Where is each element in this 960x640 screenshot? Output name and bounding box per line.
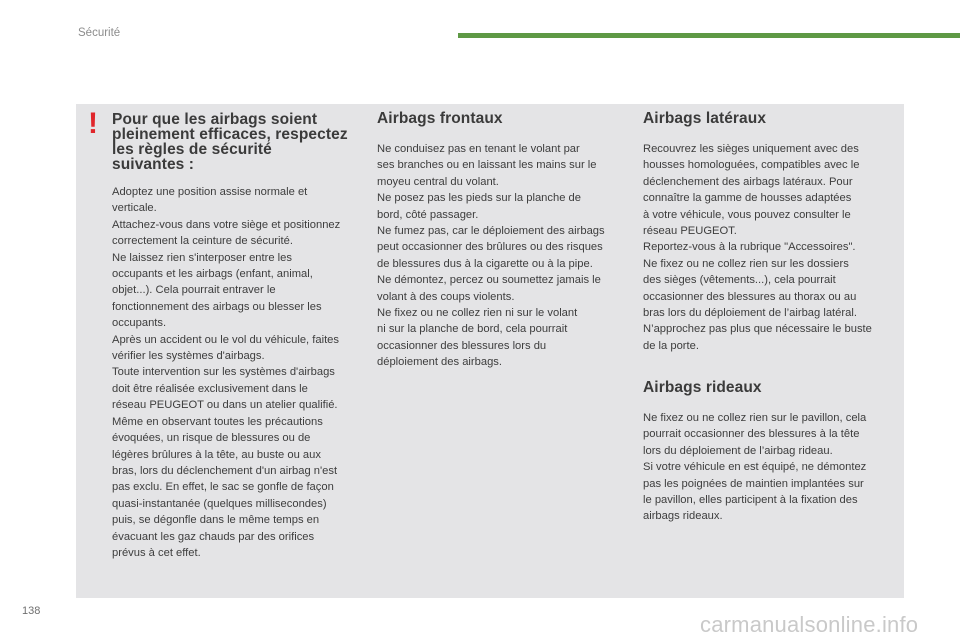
page-number: 138 [22,605,41,617]
front-airbags-heading: Airbags frontaux [377,110,503,127]
header-accent-bar [458,33,960,38]
front-airbags-text: Ne conduisez pas en tenant le volant par ses branches ou en laissant les mains sur le moyeu central du volant. Ne posez pas les pieds sur la planche de bord, côté passager. Ne fumez pas, car le déploiement des airbags peut occasionner des brûlures ou des risques de blessures dus à la cigarette ou à la pipe. Ne démontez, percez ou soumettez jamais le volant à des coups violents. Ne fixez ou ne collez rien ni sur le volant ni sur la planche de bord, cela pourrait occasionner des blessures lors du déploiement des airbags. [377,143,605,369]
watermark: carmanualsonline.info [700,612,919,637]
column-curtain-airbags [643,380,901,525]
column-front-airbags [377,111,633,371]
column-side-airbags [643,111,901,354]
curtain-airbags-text: Ne fixez ou ne collez rien sur le pavillon, cela pourrait occasionner des blessures à la tête lors du déploiement de l’airbag rideau. Si votre véhicule en est équipé, ne démontez pas les poignées de maintien implantées sur le pavillon, elles participent à la fixation des airbags rideaux. [643,412,867,523]
safety-rules-heading: Pour que les airbags soient pleinement efficaces, respectez les règles de sécurité suivantes : [112,111,348,173]
side-airbags-text: Recouvrez les sièges uniquement avec des housses homologuées, compatibles avec le déclenchement des airbags latéraux. Pour connaître la gamme de housses adaptées à votre véhicule, vous pouvez consulter le réseau PEUGEOT. Reportez-vous à la rubrique "Accessoires". Ne fixez ou ne collez rien sur les dossiers des sièges (vêtements...), cela pourrait occasionner des blessures au thorax ou au bras lors du déploiement de l’airbag latéral. N’approchez pas plus que nécessaire le buste de la porte. [643,143,872,352]
safety-rules-text: Adoptez une position assise normale et verticale. Attachez-vous dans votre siège et positionnez correctement la ceinture de sécurité. Ne laissez rien s'interposer entre les occupants et les airbags (enfant, animal, objet...). Cela pourrait entraver le fonctionnement des airbags ou blesser les occupants. Après un accident ou le vol du véhicule, faites vérifier les systèmes d'airbags. Toute intervention sur les systèmes d'airbags doit être réalisée exclusivement dans le réseau PEUGEOT ou dans un atelier qualifié. Même en observant toutes les précautions évoquées, un risque de blessures ou de légères brûlures à la tête, au buste ou aux bras, lors du déclenchement d'un airbag n'est pas exclu. En effet, le sac se gonfle de façon quasi-instantanée (quelques millisecondes) puis, se dégonfle dans le même temps en évacuant les gaz chauds par des orifices prévus à cet effet. [112,186,341,559]
warning-icon: ! [88,107,98,140]
section-title: Sécurité [78,27,121,39]
side-airbags-heading: Airbags latéraux [643,110,767,127]
curtain-airbags-heading: Airbags rideaux [643,379,762,396]
column-safety-rules [112,112,368,561]
